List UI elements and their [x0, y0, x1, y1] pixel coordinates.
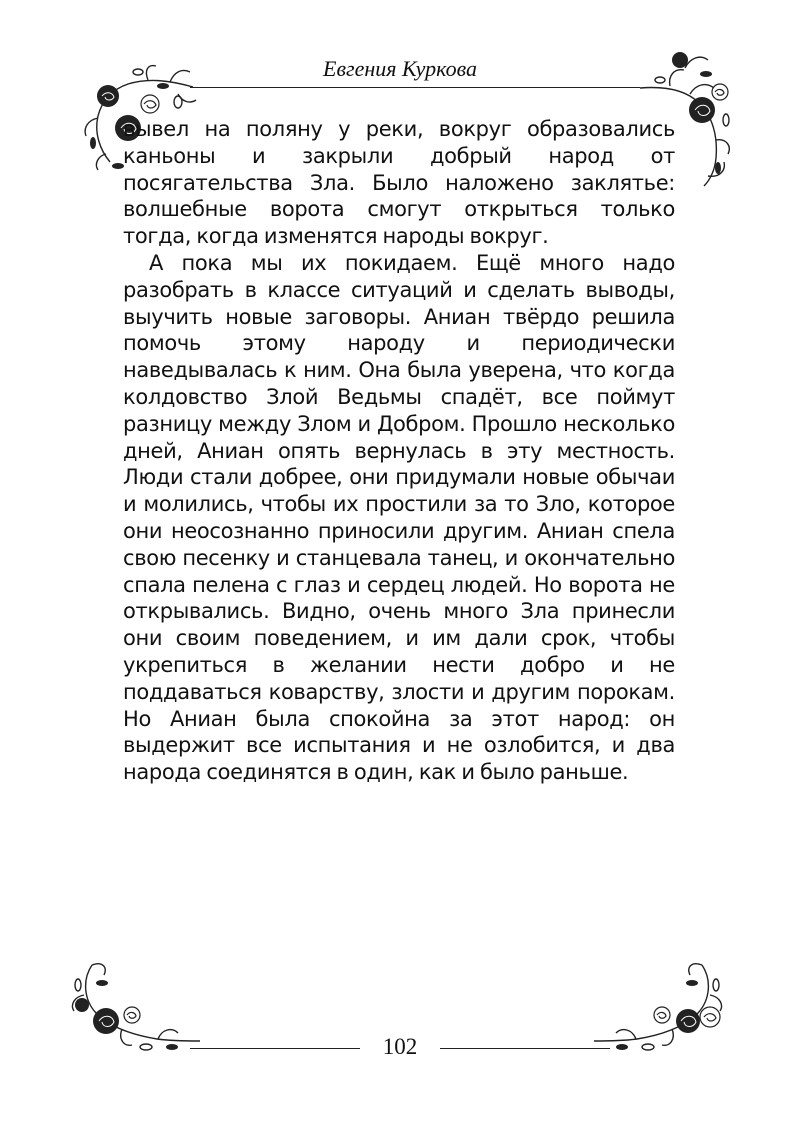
footer-rule-right — [440, 1048, 610, 1049]
rose-vine-ornament-bottom-right — [592, 955, 732, 1055]
footer-rule-left — [190, 1048, 360, 1049]
paragraph-2: А пока мы их покидаем. Ещё много надо разобрать в классе ситуаций и сделать выводы, выучить новые заговоры. Аниан твёрдо решила помочь этому народу и периодически наведывалась к ним. Она была уверена, что когда колдовство Злой Ведьмы спадёт, все поймут разницу между Злом и Добром. Прошло несколько дней, Аниан опять вернулась в эту местность. Люди стали добрее, они придумали новые обычаи и молились, чтобы их простили за то Зло, которое они неосознанно приносили другим. Аниан спела свою песенку и станцевала танец, и окончательно спала пелена с глаз и сердец людей. Но ворота не открывались. Видно, очень много Зла принесли они своим поведением, и им дали срок, чтобы укрепиться в желании нести добро и не поддаваться коварству, злости и другим порокам. Но Аниан была спокойна за этот народ: он выдержит все испытания и не озлобится, и два народа соединятся в один, как и было раньше. — [123, 250, 675, 785]
rose-vine-ornament-bottom-left — [62, 955, 202, 1055]
header-rule — [190, 87, 640, 88]
page-number: 102 — [382, 1034, 418, 1059]
paragraph-1: вывел на поляну у реки, вокруг образовались каньоны и закрыли добрый народ от посягательства Зла. Было наложено заклятье: волшебные ворота смогут открыться только тогда, когда изменятся народы вокруг. — [123, 117, 675, 249]
body-text — [123, 116, 675, 786]
running-header-author: Евгения Куркова — [323, 56, 477, 81]
